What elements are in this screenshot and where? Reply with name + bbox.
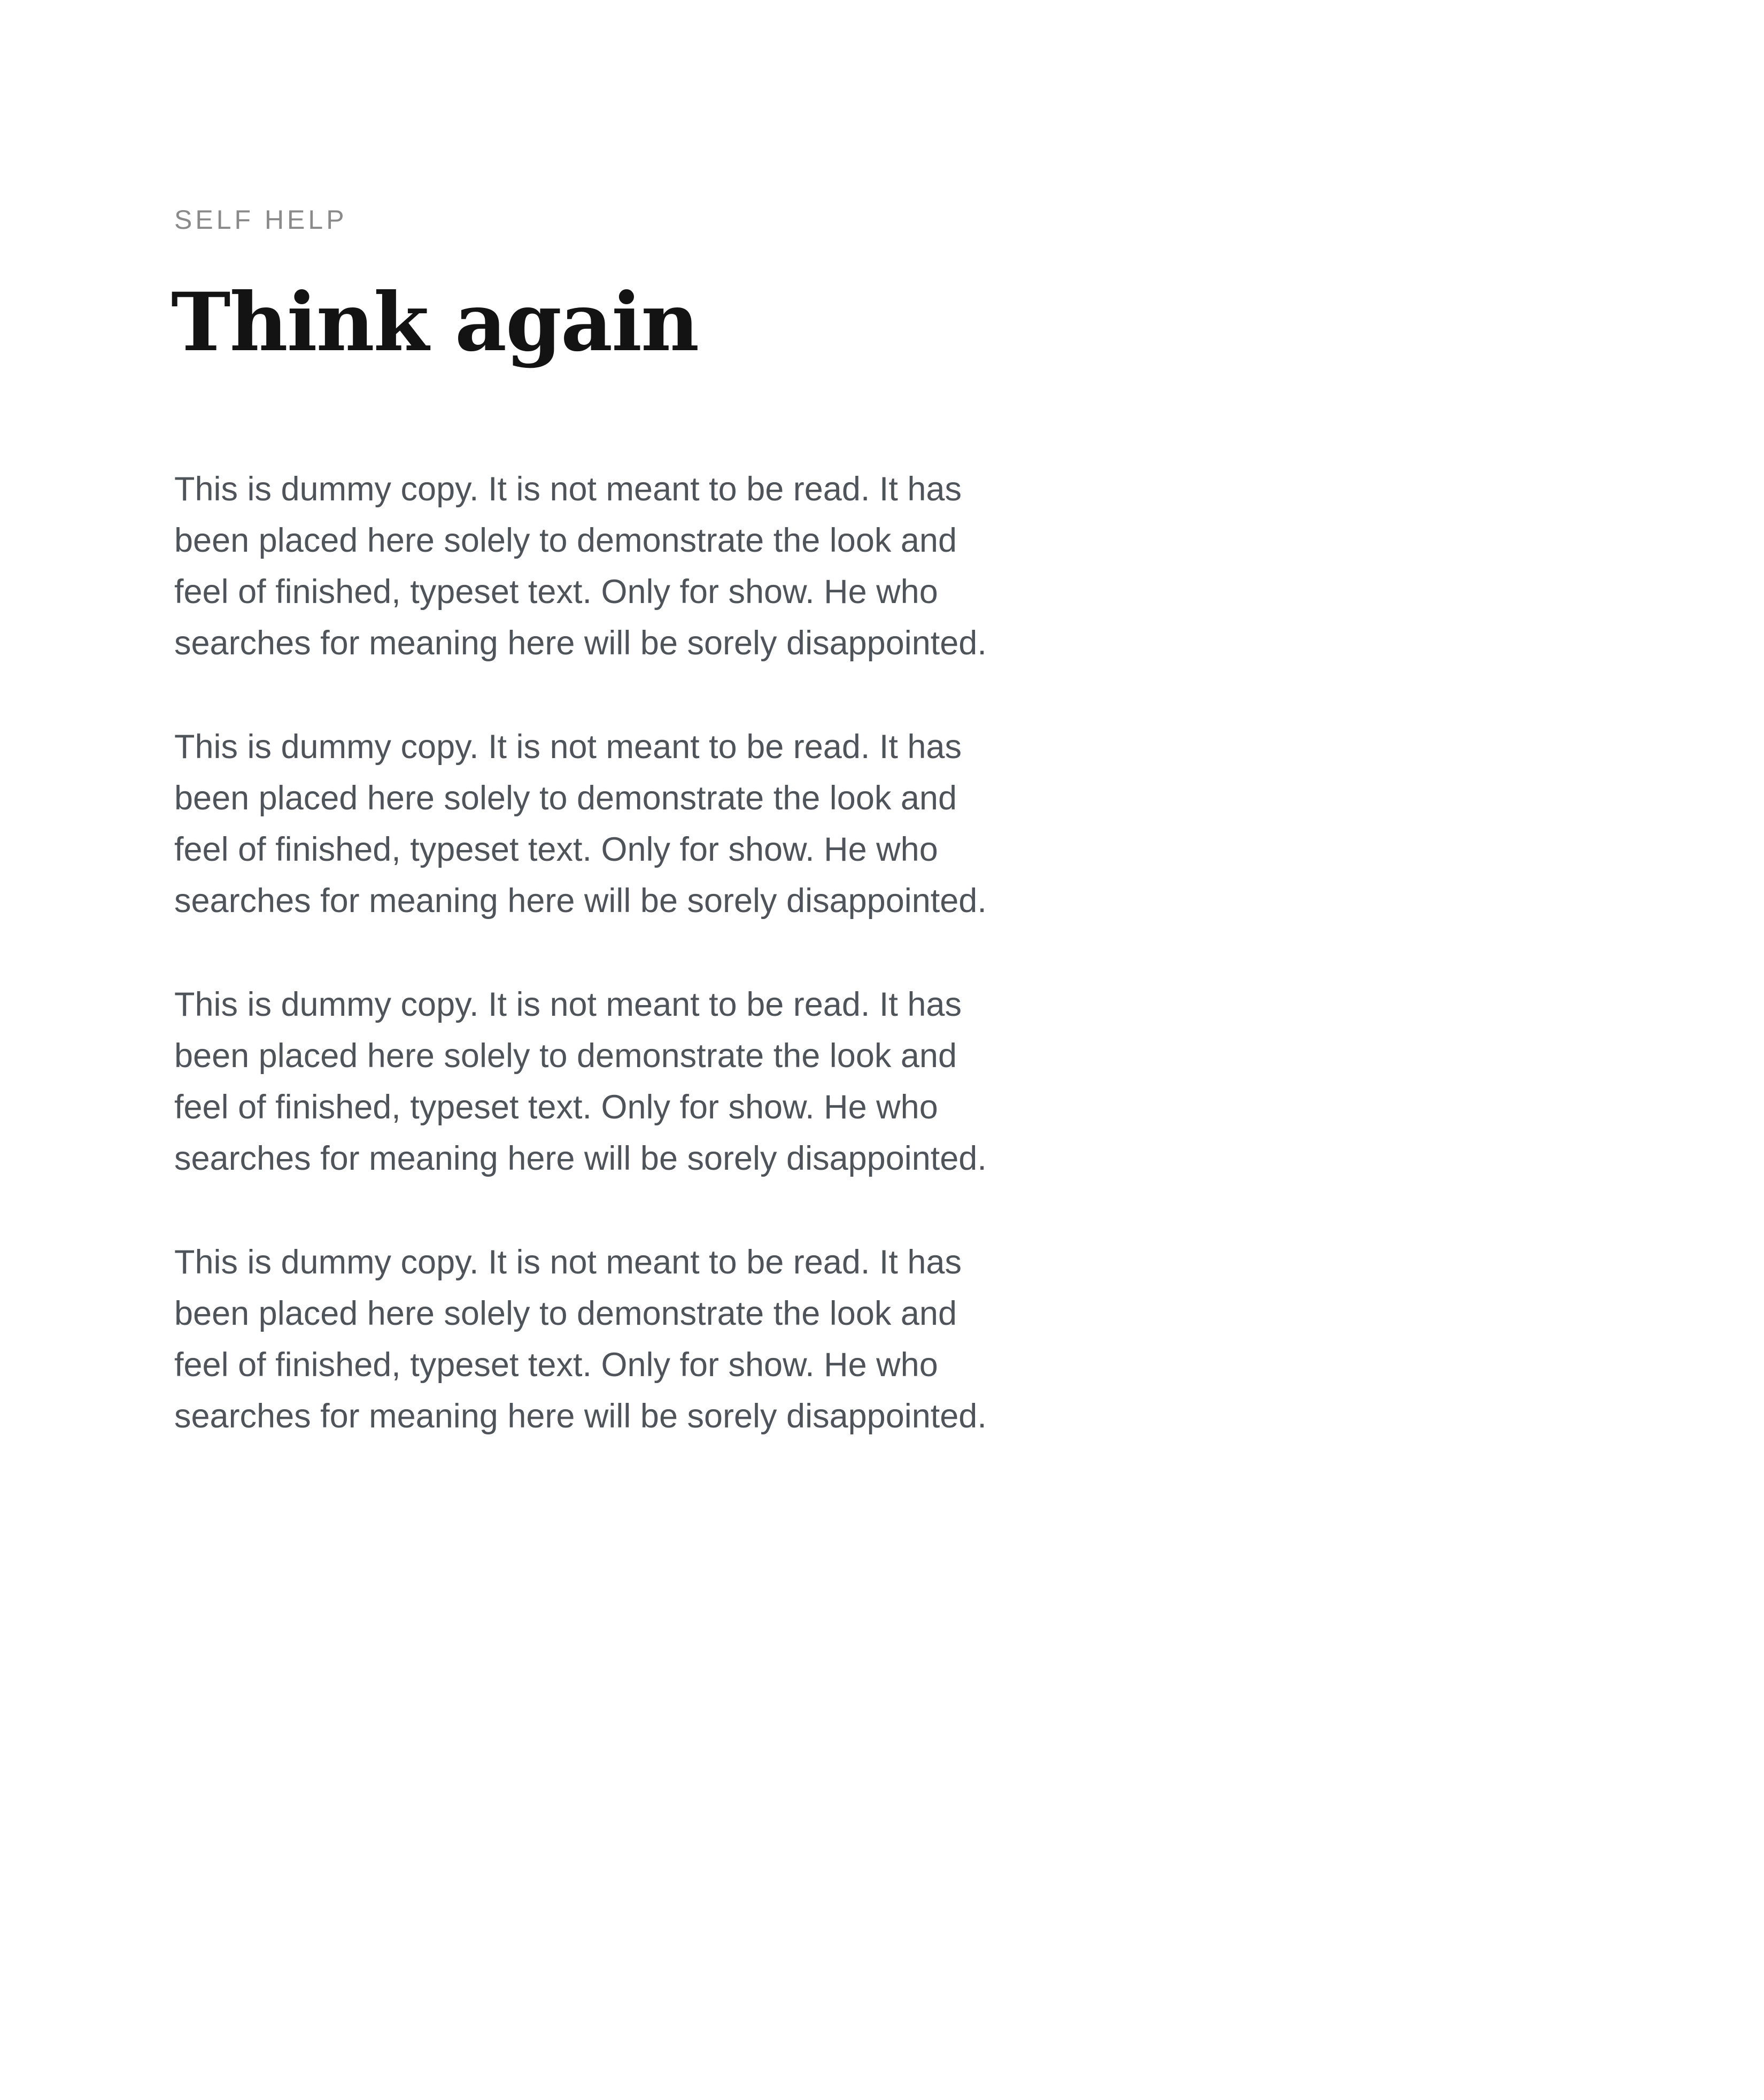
- paragraph-3: This is dummy copy. It is not meant to be read. It has been placed here solely to demonstrate the look and feel of finished, typeset text. Only for show. He who searches for meaning here will be sorely disappointed.: [174, 986, 987, 1177]
- paragraph-2: This is dummy copy. It is not meant to be read. It has been placed here solely to demonstrate the look and feel of finished, typeset text. Only for show. He who searches for meaning here will be sorely disappointed.: [174, 728, 987, 920]
- paragraph-1: This is dummy copy. It is not meant to be read. It has been placed here solely to demonstrate the look and feel of finished, typeset text. Only for show. He who searches for meaning here will be sorely disappointed.: [174, 470, 987, 662]
- paragraph-4: This is dummy copy. It is not meant to be read. It has been placed here solely to demonstrate the look and feel of finished, typeset text. Only for show. He who searches for meaning here will be sorely disappointed.: [174, 1244, 987, 1435]
- page-title: Think again: [171, 275, 699, 369]
- category-label: SELF HELP: [174, 205, 347, 235]
- body-copy: [174, 464, 1019, 1494]
